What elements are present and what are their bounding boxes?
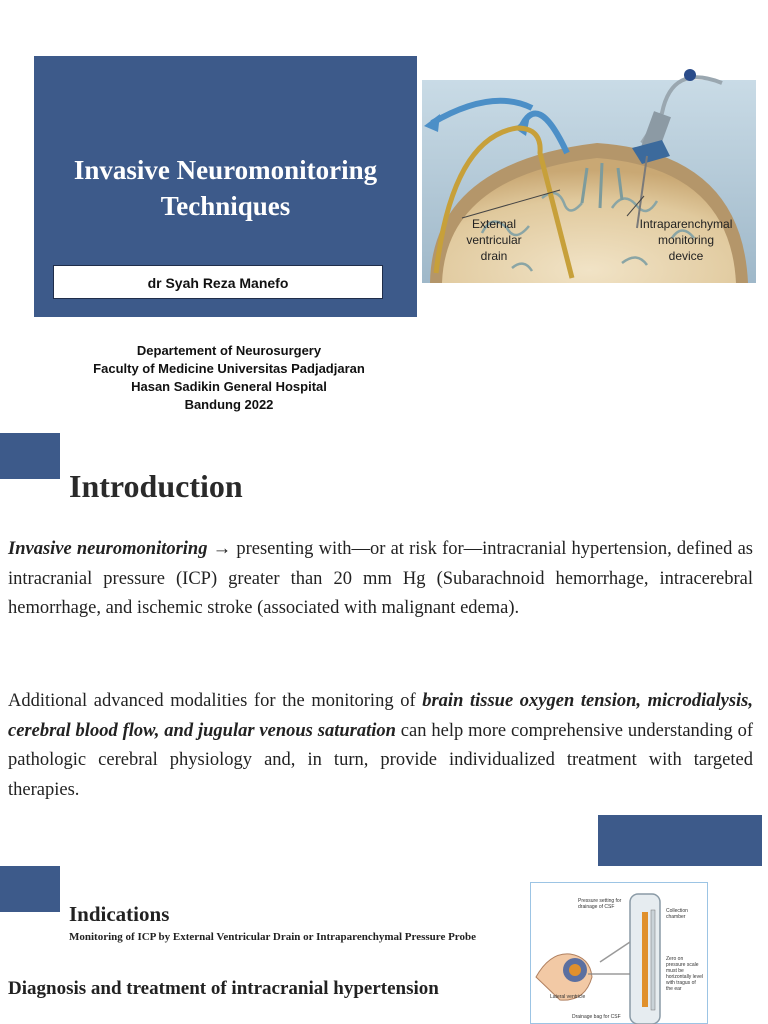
- hospital-line: Hasan Sadikin General Hospital: [131, 379, 327, 394]
- evd-label-1: External: [471, 217, 517, 231]
- indications-subheading: Monitoring of ICP by External Ventricular Drain or Intraparenchymal Pressure Probe: [69, 931, 476, 943]
- decorative-bar: [598, 815, 762, 866]
- city-year-line: Bandung 2022: [184, 397, 274, 412]
- title-block: [34, 56, 417, 317]
- title-line-2: Techniques: [160, 191, 291, 221]
- indications-heading: Indications: [69, 902, 170, 926]
- invasive-neuromonitoring-term: Invasive neuromonitoring: [8, 539, 208, 559]
- collection-label-2: chamber: [666, 914, 686, 920]
- drainage-bag-label: Drainage bag for CSF: [572, 1014, 621, 1020]
- page-title: [34, 152, 417, 224]
- diagnosis-heading: Diagnosis and treatment of intracranial hypertension: [8, 978, 439, 999]
- evd-label-3: drain: [480, 249, 508, 263]
- author-name: dr Syah Reza Manefo: [53, 265, 383, 299]
- brain-monitoring-illustration: [422, 68, 756, 283]
- section-marker-indications: [0, 866, 60, 912]
- pressure-label-1: Pressure setting for: [578, 898, 622, 904]
- introduction-paragraph-1: [8, 535, 753, 624]
- zero-label-6: the ear: [666, 986, 682, 992]
- zero-label-2: pressure scale: [666, 962, 699, 968]
- zero-label-3: must be: [666, 968, 684, 974]
- modalities-emphasis: brain tissue oxygen tension, microdialysis, cerebral blood flow, and jugular venous saturation: [8, 691, 753, 741]
- lateral-ventricle-label: Lateral ventricle: [550, 994, 586, 1000]
- evd-label-2: ventricular: [466, 233, 522, 247]
- ipm-label-2: monitoring: [657, 233, 715, 247]
- evd-drainage-system-figure: [530, 882, 708, 1024]
- department-line: Departement of Neurosurgery: [136, 343, 322, 358]
- introduction-heading: Introduction: [69, 468, 243, 504]
- pressure-label-2: drainage of CSF: [578, 904, 615, 910]
- collection-label-1: Collection: [666, 908, 688, 914]
- faculty-line: Faculty of Medicine Universitas Padjadjaran: [93, 361, 365, 376]
- paragraph-2-lead: Additional advanced modalities for the monitoring of: [8, 691, 423, 711]
- paragraph-1-text: presenting with—or at risk for—intracranial hypertension, defined as intracranial pressure (ICP) greater than 20 mm Hg (Subarachnoid hemorrhage, intracerebral hemorrhage, and ischemic stroke (associated with malignant edema).: [8, 539, 753, 618]
- arrow-icon: →: [212, 539, 232, 559]
- title-line-1: Invasive Neuromonitoring: [73, 155, 378, 185]
- ipm-label-3: device: [668, 249, 704, 263]
- introduction-paragraph-2: [8, 687, 753, 805]
- section-marker-introduction: [0, 433, 60, 479]
- ipm-label-1: Intraparenchymal: [639, 217, 733, 231]
- paragraph-2-tail: can help more comprehensive understanding of pathologic cerebral physiology and, in turn, provide individualized treatment with targeted therapies.: [8, 720, 753, 800]
- affiliation-block: [34, 342, 424, 414]
- zero-label-1: Zero on: [666, 956, 684, 962]
- zero-label-4: horizontally level: [666, 974, 703, 980]
- zero-label-5: with tragus of: [666, 980, 696, 986]
